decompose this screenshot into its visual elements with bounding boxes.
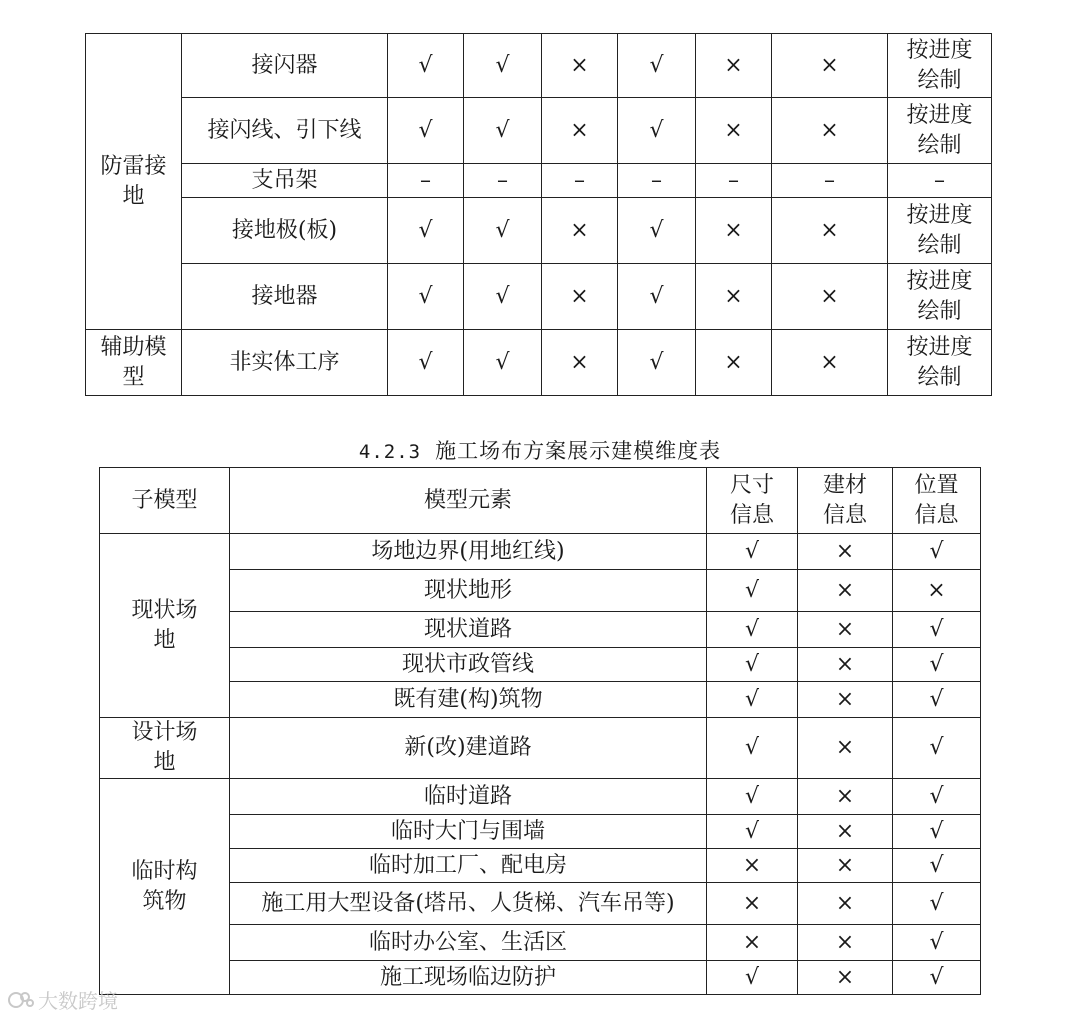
header-sub-model: 子模型: [100, 468, 230, 534]
element-cell: 场地边界(用地红线): [230, 534, 707, 570]
mark-cell: √: [618, 330, 696, 396]
element-cell: 临时办公室、生活区: [230, 925, 707, 961]
table-row: [100, 570, 981, 612]
note-cell: 按进度 绘制: [888, 264, 992, 330]
table-row: [100, 718, 981, 779]
mark-cell: √: [464, 198, 542, 264]
mark-cell: √: [388, 330, 464, 396]
watermark-text: 大数跨境: [38, 989, 118, 1013]
table-row: [100, 534, 981, 570]
table-row: [100, 612, 981, 648]
mark-cell: ×: [707, 925, 798, 961]
table-row: [86, 198, 992, 264]
header-size: [707, 468, 798, 534]
element-cell: 现状市政管线: [230, 648, 707, 682]
element-cell: 既有建(构)筑物: [230, 682, 707, 718]
mark-cell: √: [893, 612, 981, 648]
table-row: [86, 264, 992, 330]
element-cell: 施工用大型设备(塔吊、人货梯、汽车吊等): [230, 883, 707, 925]
mark-cell: ×: [798, 718, 893, 779]
mark-cell: √: [464, 330, 542, 396]
mark-cell: ×: [707, 883, 798, 925]
mark-cell: ×: [798, 779, 893, 815]
group-cell-auxiliary: 辅助模 型: [86, 330, 182, 396]
table-row: [100, 883, 981, 925]
mark-cell: √: [707, 779, 798, 815]
mark-cell: ×: [696, 98, 772, 164]
table-row: [100, 648, 981, 682]
mark-cell: √: [464, 34, 542, 98]
element-cell: 现状道路: [230, 612, 707, 648]
element-cell: 接闪线、引下线: [182, 98, 388, 164]
mark-cell: ×: [542, 264, 618, 330]
element-cell: 支吊架: [182, 164, 388, 198]
mark-cell: √: [618, 98, 696, 164]
table-row: [100, 961, 981, 995]
mark-cell: –: [772, 164, 888, 198]
mark-cell: –: [388, 164, 464, 198]
header-material-label: 建材 信息: [822, 472, 867, 528]
mark-cell: ×: [542, 330, 618, 396]
table-row: [100, 925, 981, 961]
mark-cell: ×: [772, 34, 888, 98]
mark-cell: ×: [696, 198, 772, 264]
mark-cell: –: [464, 164, 542, 198]
header-size-label: 尺寸 信息: [729, 472, 774, 528]
mark-cell: ×: [772, 98, 888, 164]
mark-cell: –: [696, 164, 772, 198]
mark-cell: ×: [798, 815, 893, 849]
element-cell: 临时加工厂、配电房: [230, 849, 707, 883]
header-position-label: 位置 信息: [914, 472, 959, 528]
mark-cell: √: [893, 718, 981, 779]
mark-cell: ×: [696, 330, 772, 396]
group-cell-lightning: 防雷接 地: [86, 34, 182, 330]
mark-cell: √: [618, 34, 696, 98]
mark-cell: ×: [772, 330, 888, 396]
table-row: [100, 779, 981, 815]
mark-cell: ×: [798, 648, 893, 682]
mark-cell: √: [464, 98, 542, 164]
watermark: [8, 985, 118, 1014]
note-cell: 按进度 绘制: [888, 330, 992, 396]
table-row: [86, 34, 992, 98]
element-cell: 现状地形: [230, 570, 707, 612]
group-cell-design: 设计场 地: [100, 718, 230, 779]
element-cell: 接地极(板): [182, 198, 388, 264]
mark-cell: √: [893, 961, 981, 995]
mark-cell: √: [388, 98, 464, 164]
mark-cell: √: [707, 648, 798, 682]
mark-cell: √: [893, 815, 981, 849]
table-caption: [0, 436, 1080, 467]
note-cell: –: [888, 164, 992, 198]
mark-cell: √: [388, 264, 464, 330]
mark-cell: ×: [542, 198, 618, 264]
mark-cell: ×: [798, 925, 893, 961]
mark-cell: √: [464, 264, 542, 330]
mark-cell: –: [618, 164, 696, 198]
mark-cell: √: [893, 682, 981, 718]
mark-cell: √: [388, 198, 464, 264]
element-cell: 施工现场临边防护: [230, 961, 707, 995]
mark-cell: ×: [798, 883, 893, 925]
mark-cell: √: [388, 34, 464, 98]
note-cell: 按进度 绘制: [888, 198, 992, 264]
mark-cell: √: [707, 612, 798, 648]
mark-cell: ×: [696, 264, 772, 330]
table-row: [86, 98, 992, 164]
site-layout-modeling-table: [99, 467, 981, 995]
table-header-row: [100, 468, 981, 534]
mark-cell: ×: [798, 682, 893, 718]
table-row: [86, 164, 992, 198]
mark-cell: ×: [542, 34, 618, 98]
element-cell: 接闪器: [182, 34, 388, 98]
mark-cell: √: [893, 648, 981, 682]
table-row: [100, 815, 981, 849]
mark-cell: √: [893, 534, 981, 570]
element-cell: 非实体工序: [182, 330, 388, 396]
mark-cell: ×: [707, 849, 798, 883]
mark-cell: √: [893, 779, 981, 815]
table-row: [100, 682, 981, 718]
logo-icon: [8, 989, 34, 1011]
table-row: [86, 330, 992, 396]
table-row: [100, 849, 981, 883]
mark-cell: ×: [542, 98, 618, 164]
mark-cell: ×: [772, 264, 888, 330]
mark-cell: ×: [696, 34, 772, 98]
mark-cell: ×: [893, 570, 981, 612]
element-cell: 临时大门与围墙: [230, 815, 707, 849]
header-material: [798, 468, 893, 534]
element-cell: 临时道路: [230, 779, 707, 815]
mark-cell: ×: [798, 849, 893, 883]
lightning-protection-table: [85, 33, 992, 396]
mark-cell: √: [707, 718, 798, 779]
mark-cell: √: [893, 925, 981, 961]
mark-cell: √: [707, 534, 798, 570]
mark-cell: √: [707, 961, 798, 995]
note-cell: 按进度 绘制: [888, 34, 992, 98]
header-position: [893, 468, 981, 534]
mark-cell: √: [893, 883, 981, 925]
mark-cell: –: [542, 164, 618, 198]
mark-cell: √: [707, 682, 798, 718]
mark-cell: √: [707, 815, 798, 849]
group-cell-temporary: 临时构 筑物: [100, 779, 230, 995]
caption-title: 施工场布方案展示建模维度表: [435, 439, 722, 463]
element-cell: 新(改)建道路: [230, 718, 707, 779]
mark-cell: ×: [798, 612, 893, 648]
group-cell-existing: 现状场 地: [100, 534, 230, 718]
mark-cell: ×: [798, 534, 893, 570]
caption-number: 4.2.3: [358, 441, 422, 463]
mark-cell: √: [618, 264, 696, 330]
note-cell: 按进度 绘制: [888, 98, 992, 164]
mark-cell: √: [893, 849, 981, 883]
mark-cell: ×: [798, 570, 893, 612]
element-cell: 接地器: [182, 264, 388, 330]
mark-cell: √: [618, 198, 696, 264]
mark-cell: √: [707, 570, 798, 612]
header-element: 模型元素: [230, 468, 707, 534]
mark-cell: ×: [798, 961, 893, 995]
mark-cell: ×: [772, 198, 888, 264]
